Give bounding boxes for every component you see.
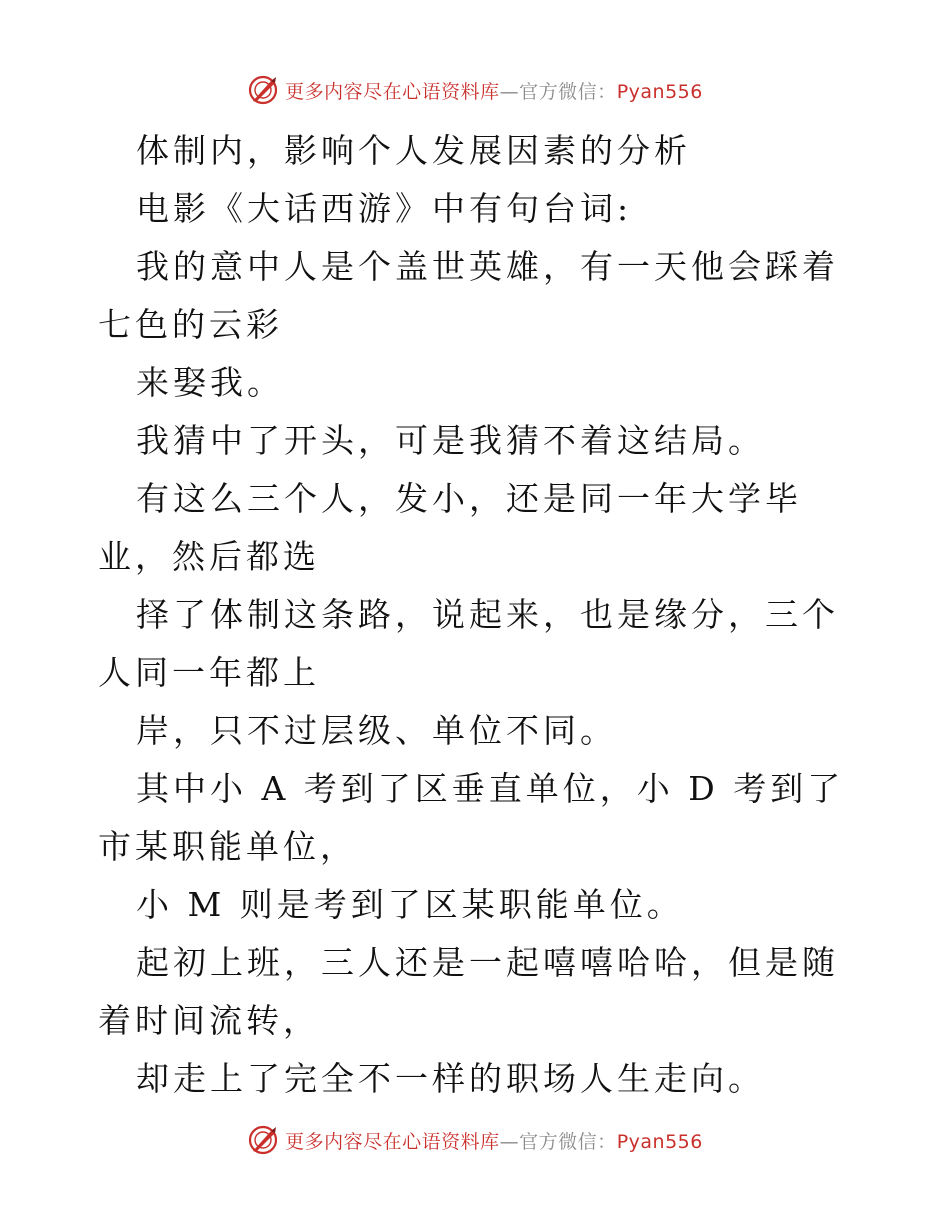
paragraph: 岸，只不过层级、单位不同。 [136, 711, 617, 750]
paragraph: 小 M 则是考到了区某职能单位。 [136, 885, 684, 924]
document-title: 体制内，影响个人发展因素的分析 [136, 131, 691, 170]
quill-pen-logo-icon [247, 1124, 279, 1156]
paragraph: 其中小 A 考到了区垂直单位，小 D 考到了市某职能单位， [98, 769, 845, 866]
banner-text: 更多内容尽在心语资料库—官方微信：Pyan556 [285, 1130, 703, 1153]
quill-pen-logo-icon [247, 74, 279, 106]
paragraph: 我的意中人是个盖世英雄，有一天他会踩着七色的云彩 [98, 247, 839, 344]
paragraph: 电影《大话西游》中有句台词: [136, 189, 633, 228]
paragraph: 择了体制这条路，说起来，也是缘分，三个人同一年都上 [98, 595, 839, 692]
paragraph: 我猜中了开头，可是我猜不着这结局。 [136, 421, 765, 460]
paragraph: 起初上班，三人还是一起嘻嘻哈哈，但是随着时间流转， [98, 943, 839, 1040]
paragraph: 却走上了完全不一样的职场人生走向。 [136, 1059, 765, 1098]
paragraph: 来娶我。 [136, 363, 284, 402]
banner-text: 更多内容尽在心语资料库—官方微信：Pyan556 [285, 80, 703, 103]
header-banner [0, 70, 950, 110]
footer-banner [0, 1120, 950, 1160]
document-body [98, 122, 858, 1108]
paragraph: 有这么三个人，发小，还是同一年大学毕业，然后都选 [98, 479, 802, 576]
